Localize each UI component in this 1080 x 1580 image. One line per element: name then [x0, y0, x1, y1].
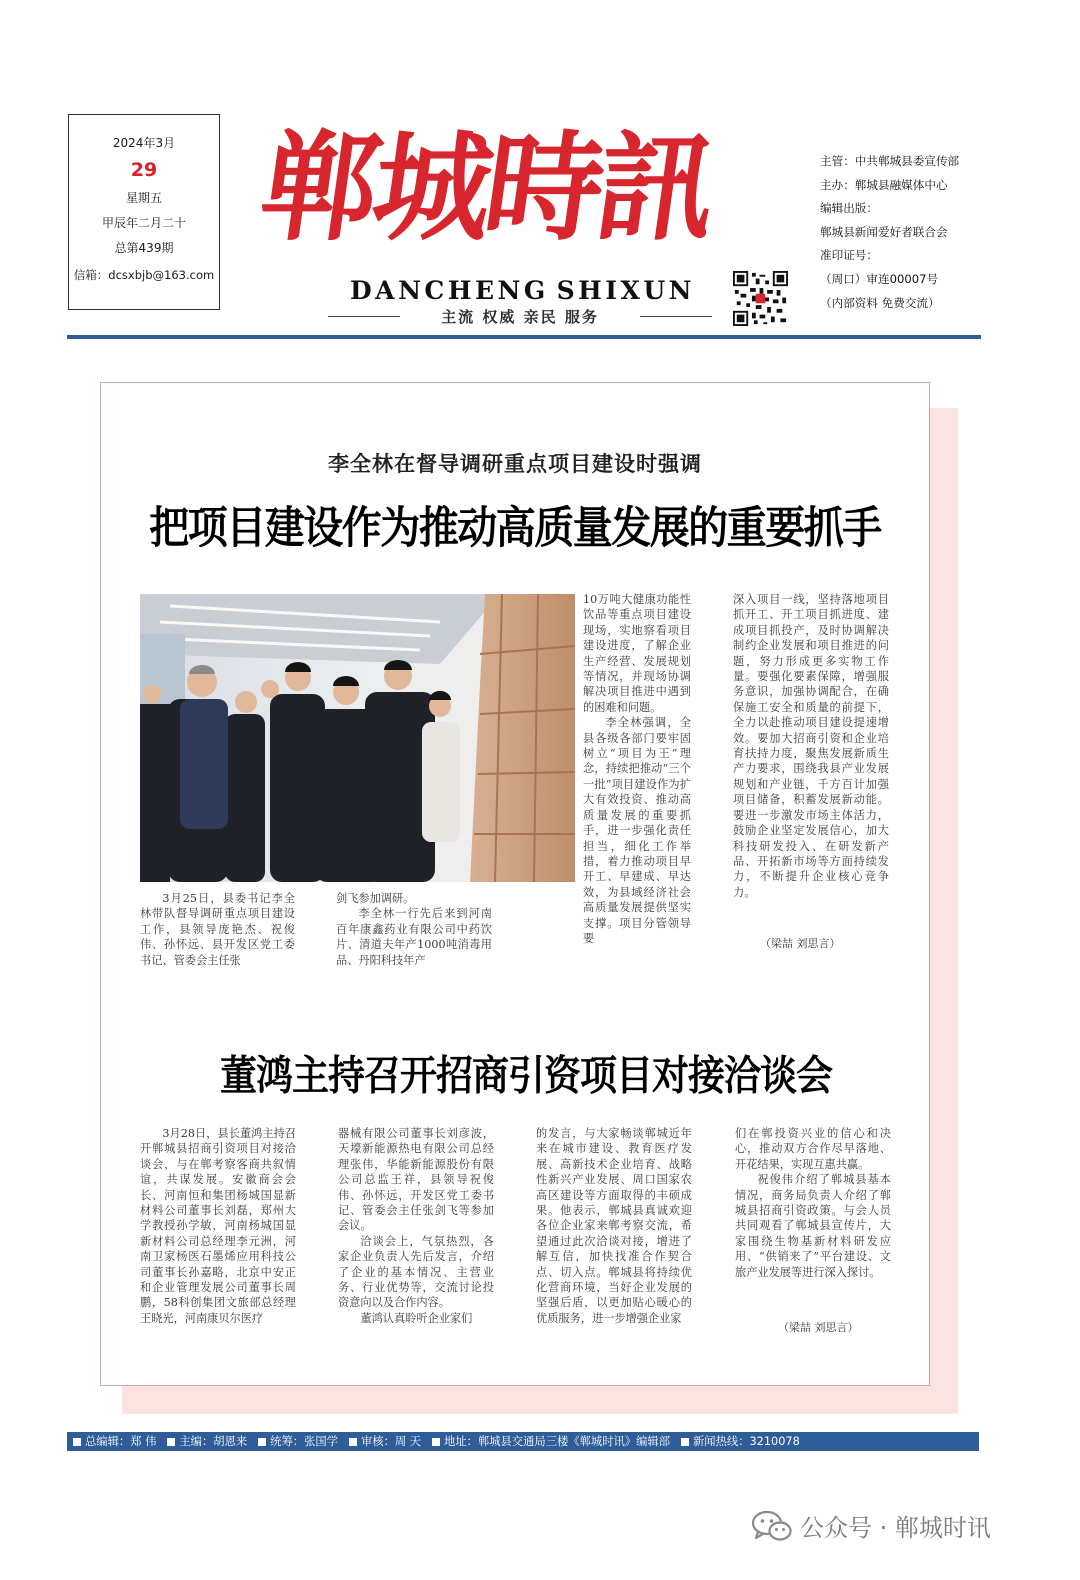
article1-column-3 — [583, 592, 691, 946]
credit-item — [167, 1432, 247, 1451]
publisher-line: （内部资料 免费交流） — [820, 295, 940, 310]
article1-column-1 — [140, 891, 295, 968]
publisher-line: 编辑出版： — [820, 201, 878, 216]
article2-paragraph: 的发言，与大家畅谈郸城近年来在城市建设、教育医疗发展、高新技术企业培育、战略性新兴产业发展、周口国家农高区建设等方面取得的丰硕成果。他表示，郸城县真诚欢迎各位企业家来郸考察交流，希望通过此次洽谈对接，增进了解互信，加快找准合作契合点、切入点。郸城县将持续优化营商环境，当好企业发展的坚强后盾，以更加贴心暖心的优质服务，进一步增强企业家 — [536, 1127, 692, 1325]
masthead-divider — [67, 335, 981, 339]
article2-paragraph: 3月28日，县长董鸿主持召开郸城县招商引资项目对接洽谈会，与在郸考察客商共叙情谊，共谋发展。安徽商会会长、河南恒和集团杨城国显新材料公司董事长刘磊，郑州大学教授孙学敏，河南杨城国显新材料公司总经理李元洲，河南卫家杨医石墨烯应用科技公司董事长孙嘉略，北京中安正和企业管理发展公司董事长周鹏，58科创集团文旅部总经理王晓光，河南康贝尔医疗 — [140, 1127, 296, 1325]
square-bullet-icon — [432, 1438, 440, 1446]
credit-text: 总编辑：郑 伟 — [85, 1435, 157, 1448]
credit-item — [258, 1432, 338, 1451]
credit-text: 主编：胡恩来 — [179, 1435, 248, 1448]
article1-column-2 — [336, 891, 492, 968]
square-bullet-icon — [681, 1438, 689, 1446]
publisher-line: 主管：中共郸城县委宣传部 — [820, 154, 960, 168]
article1-paragraph: 10万吨大健康功能性饮品等重点项目建设现场，实地察看项目建设进度，了解企业生产经营、发展规划等情况，并现场协调解决项目推进中遇到的困难和问题。 — [583, 593, 691, 714]
article2-headline: 董鸿主持召开招商引资项目对接洽谈会 — [220, 1052, 832, 1100]
publisher-line: 郸城县新闻爱好者联合会 — [820, 224, 948, 239]
issue-number: 总第439期 — [114, 241, 174, 255]
article2-column-1 — [140, 1126, 296, 1326]
date-box — [68, 114, 220, 310]
article1-paragraph: 3月25日，县委书记李全林带队督导调研重点项目建设工作，县领导庞艳杰、祝俊伟、孙怀远、县开发区党工委书记、管委会主任张 — [140, 892, 295, 967]
date-day: 29 — [130, 159, 158, 181]
article2-column-4 — [735, 1126, 891, 1280]
article2-byline: （梁喆 刘思言） — [778, 1321, 859, 1334]
credit-item — [681, 1432, 800, 1451]
article2-paragraph: 们在郸投资兴业的信心和决心，推动双方合作尽早落地、开花结果，实现互惠共赢。 — [735, 1127, 891, 1171]
square-bullet-icon — [349, 1438, 357, 1446]
credit-item — [349, 1432, 421, 1451]
credit-text: 统筹：张国学 — [270, 1435, 338, 1448]
slogan: 主流 权威 亲民 服务 — [441, 308, 599, 326]
article1-column-4 — [733, 592, 889, 900]
credit-text: 地址：郸城县交通局三楼《郸城时讯》编辑部 — [444, 1435, 670, 1448]
credit-text: 新闻热线：3210078 — [693, 1435, 800, 1448]
article1-byline: （梁喆 刘思言） — [760, 937, 841, 950]
square-bullet-icon — [258, 1438, 266, 1446]
publisher-line: 主办：郸城县融媒体中心 — [820, 177, 948, 192]
watermark-text: 公众号 · 郸城时讯 — [800, 1514, 991, 1542]
article1-paragraph: 李全林一行先后来到河南百年康鑫药业有限公司中药饮片、清道夫年产1000吨消毒用品、丹阳科技年产 — [336, 907, 492, 967]
credit-item — [432, 1432, 670, 1451]
article1-paragraph: 剑飞参加调研。 — [336, 892, 415, 905]
slogan-rule-right — [640, 316, 712, 317]
newspaper-title-english — [350, 276, 695, 305]
wechat-watermark — [752, 1508, 991, 1543]
article1-subhead: 李全林在督导调研重点项目建设时强调 — [328, 451, 702, 476]
article1-paragraph: 深入项目一线，坚持落地项目抓开工、开工项目抓进度、建成项目抓投产，及时协调解决制约企业发展和项目推进的问题，努力形成更多实物工作量。要强化要素保障，增强服务意识，加强协调配合，在确保施工安全和质量的前提下，全力以赴推动项目建设提速增效。要加大招商引资和企业培育扶持力度，聚焦发展新质生产力要求，围绕我县产业发展规划和产业链，千方百计加强项目储备，积蓄发展新动能。要进一步激发市场主体活力，鼓励企业坚定发展信心，加大科技研发投入、在研发新产品、开拓新市场等方面持续发力，不断提升企业核心竞争力。 — [733, 593, 889, 899]
weekday: 星期五 — [125, 191, 162, 205]
article2-paragraph: 洽谈会上，气氛热烈，各家企业负责人先后发言，介绍了企业的基本情况、主营业务、行业优势等，交流讨论投资意向以及合作内容。 — [338, 1234, 494, 1310]
article2-paragraph: 器械有限公司董事长刘彦波，天壕新能源热电有限公司总经理张伟，华能新能源股份有限公司总监王祥，县领导祝俊伟、孙怀远，开发区党工委书记、管委会主任张剑飞等参加会议。 — [338, 1127, 494, 1233]
staff-credits-bar — [67, 1432, 979, 1451]
article1-paragraph: 李全林强调，全县各级各部门要牢固树立“项目为王”理念，持续把推动“三个一批”项目建设作为扩大有效投资、推动高质量发展的重要抓手，进一步强化责任担当，细化工作举措，着力推动项目早开工、早建成、早达效，为县域经济社会高质量发展提供坚实支撑。项目分管领导要 — [583, 716, 691, 945]
news-photo — [140, 594, 575, 882]
credit-text: 审核：周 天 — [360, 1435, 422, 1448]
publisher-line: 准印证号： — [820, 248, 878, 263]
article2-paragraph: 董鸿认真聆听企业家们 — [360, 1311, 473, 1325]
article2-column-2 — [338, 1126, 494, 1326]
square-bullet-icon — [167, 1438, 175, 1446]
article1-headline: 把项目建设作为推动高质量发展的重要抓手 — [149, 503, 881, 554]
title-en-word-2: SHIXUN — [556, 276, 695, 305]
wechat-icon — [752, 1510, 792, 1542]
contact-email: 信箱：dcsxbjb@163.com — [73, 268, 215, 282]
article2-paragraph: 祝俊伟介绍了郸城县基本情况，商务局负责人介绍了郸城县招商引资政策。与会人员共同观看了郸城县宣传片，大家围绕生物基新材料研发应用、“供销来了”平台建设、文旅产业发展等进行深入探讨。 — [735, 1173, 891, 1279]
credit-item — [73, 1432, 156, 1451]
newspaper-title: 郸城時訊 — [252, 118, 720, 257]
publisher-line: （周口）审连00007号 — [820, 271, 939, 286]
qr-code-icon — [733, 271, 788, 326]
square-bullet-icon — [73, 1438, 81, 1446]
slogan-row — [328, 306, 712, 326]
publisher-info — [820, 150, 1010, 315]
title-en-word-1: DANCHENG — [350, 276, 549, 305]
slogan-rule-left — [328, 316, 400, 317]
article2-column-3 — [536, 1126, 692, 1326]
lunar-date: 甲辰年二月二十 — [101, 216, 186, 230]
date-year-month: 2024年3月 — [112, 136, 176, 150]
